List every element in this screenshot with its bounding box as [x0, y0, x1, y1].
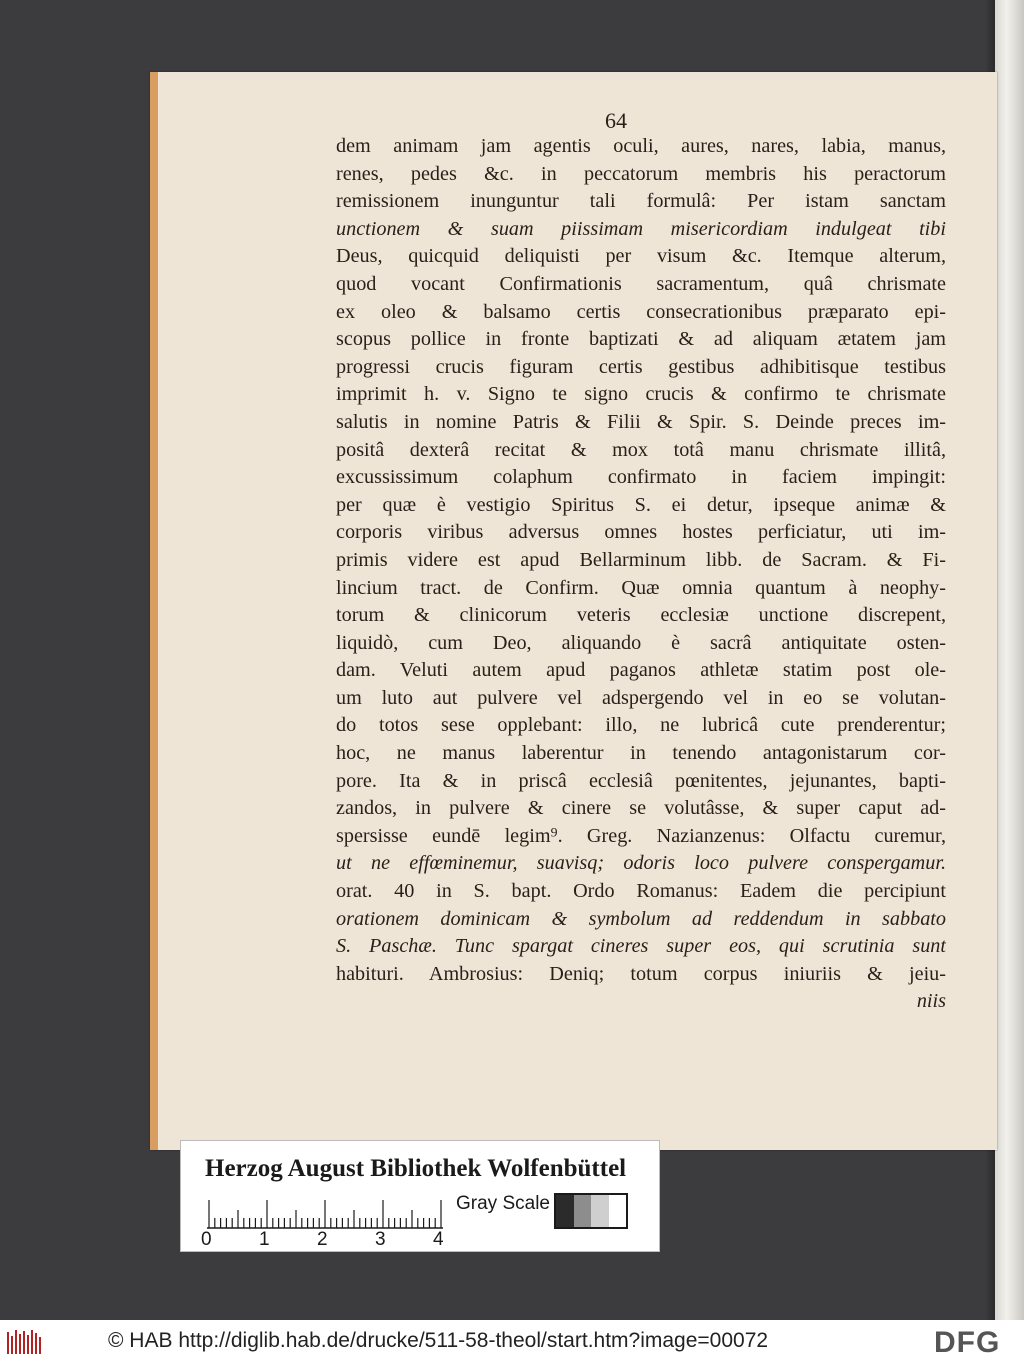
text-line: torum & clinicorum veteris ecclesiæ unctione discrepent, — [336, 604, 946, 627]
text-line: S. Paschæ. Tunc spargat cineres super eos, qui scrutinia sunt — [336, 935, 946, 958]
text-line: dem animam jam agentis oculi, aures, nares, labia, manus, — [336, 135, 946, 157]
text-line: primis videre est apud Bellarminum libb. de Sacram. & Fi- — [336, 548, 946, 571]
ruler-numbers — [201, 1229, 451, 1251]
hab-logo-icon — [6, 1328, 46, 1358]
text-line: positâ dexterâ recitat & mox totâ manu chrismate illitâ, — [336, 438, 946, 461]
text-line: do totos sese opplebant: illo, ne lubricâ cute prenderentur; — [336, 714, 946, 737]
dfg-logo: DFG — [934, 1326, 1001, 1359]
text-line: um luto aut pulvere vel adspergendo vel in eo se volutan- — [336, 686, 946, 709]
text-line: pore. Ita & in priscâ ecclesiâ pœnitentes, jejunantes, bapti- — [336, 769, 946, 792]
gray-swatch — [609, 1195, 627, 1227]
page-number: 64 — [605, 108, 627, 133]
gray-swatch — [574, 1195, 592, 1227]
text-line: zandos, in pulvere & cinere se volutâsse, & super caput ad- — [336, 797, 946, 820]
text-line: corporis viribus adversus omnes hostes perficiatur, uti im- — [336, 521, 946, 544]
ruler-number: 2 — [317, 1229, 328, 1250]
library-name: Herzog August Bibliothek Wolfenbüttel — [205, 1155, 627, 1182]
ruler-number: 3 — [375, 1229, 386, 1250]
text-line: excussissimum colaphum confirmato in faciem impingit: — [336, 466, 946, 489]
text-line: orationem dominicam & symbolum ad reddendum in sabbato — [336, 907, 946, 930]
gray-scale-swatches — [554, 1193, 628, 1229]
gray-swatch — [556, 1195, 574, 1227]
text-line: habituri. Ambrosius: Deniq; totum corpus iniuriis & jeiu- — [336, 962, 946, 985]
text-line: Deus, quicquid deliquisti per visum &c. Itemque alterum, — [336, 245, 946, 268]
text-line: unctionem & suam piissimam misericordiam indulgeat tibi — [336, 217, 946, 240]
catchword: niis — [916, 990, 946, 1013]
text-line: orat. 40 in S. bapt. Ordo Romanus: Eadem die percipiunt — [336, 880, 946, 903]
text-line: ut ne effœminemur, suavisq; odoris loco pulvere conspergamur. — [336, 852, 946, 875]
footer-bar — [0, 1320, 1024, 1365]
text-line: quod vocant Confirmationis sacramentum, quâ chrismate — [336, 272, 946, 295]
text-line: progressi crucis figuram certis gestibus adhibitisque testibus — [336, 355, 946, 378]
ruler-number: 4 — [433, 1229, 444, 1250]
ruler-number: 0 — [201, 1229, 212, 1250]
text-line: liquidò, cum Deo, aliquando è sacrâ antiquitate osten- — [336, 631, 946, 654]
text-line: ex oleo & balsamo certis consecrationibus præparato epi- — [336, 300, 946, 323]
text-line: dam. Veluti autem apud paganos athletæ statim post ole- — [336, 659, 946, 682]
gray-swatch — [591, 1195, 609, 1227]
gray-scale-label: Gray Scale — [456, 1193, 550, 1214]
book-spine — [995, 0, 1024, 1320]
text-line: renes, pedes &c. in peccatorum membris his peractorum — [336, 162, 946, 185]
text-line: imprimit h. v. Signo te signo crucis & confirmo te chrismate — [336, 383, 946, 406]
text-line: hoc, ne manus laberentur in tenendo antagonistarum cor- — [336, 742, 946, 765]
footer-credit-link[interactable]: © HAB http://diglib.hab.de/drucke/511-58-theol/start.htm?image=00072 — [108, 1329, 769, 1352]
library-label-card — [180, 1140, 660, 1252]
text-line: per quæ è vestigio Spiritus S. ei detur, ipseque animæ & — [336, 493, 946, 516]
text-line: spersisse eundē legim⁹. Greg. Nazianzenus: Olfactu curemur, — [336, 824, 946, 847]
ruler-number: 1 — [259, 1229, 270, 1250]
text-line: remissionem inunguntur tali formulâ: Per istam sanctam — [336, 190, 946, 213]
text-line: salutis in nomine Patris & Filii & Spir. S. Deinde preces im- — [336, 410, 946, 433]
ruler-scale — [207, 1199, 443, 1229]
text-line: lincium tract. de Confirm. Quæ omnia quantum à neophy- — [336, 576, 946, 599]
page-text — [336, 133, 946, 1016]
text-line: scopus pollice in fronte baptizati & ad aliquam ætatem jam — [336, 328, 946, 351]
